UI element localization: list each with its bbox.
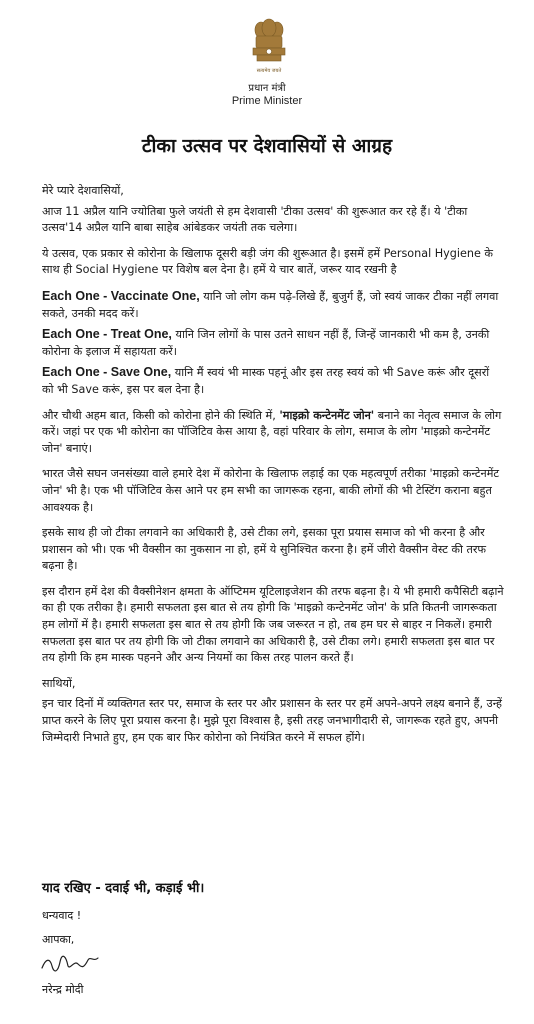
paragraph-3 <box>42 408 504 458</box>
office-title-english: Prime Minister <box>231 95 303 107</box>
yours-text: आपका, <box>42 933 75 946</box>
office-title-hindi: प्रधान मंत्री <box>248 83 286 94</box>
point-text: यानि जिन लोगों के पास उतने साधन नहीं हैं, जिन्हें जानकारी भी कम है, उनकी कोरोना के इलाज में सहायता करें। <box>42 328 490 358</box>
point-lead: Each One - Save One, <box>42 365 172 380</box>
paragraph-4: भारत जैसे सघन जनसंख्या वाले हमारे देश में कोरोना के खिलाफ लड़ाई का एक महत्वपूर्ण तरीका 'माइक्रो कन्टेनमेंट जोन' भी है। एक भी पॉजिटिव केस आने पर हम सभी का जागरूक रहना, बाकी लोगों की भी टेस्टिंग कराना बहुत आवश्यक है। <box>42 467 500 514</box>
salutation: मेरे प्यारे देशवासियों, <box>42 184 124 197</box>
friends-greeting: साथियों, <box>42 676 76 690</box>
national-emblem-icon <box>247 18 291 76</box>
paragraph-6: इस दौरान हमें देश की वैक्सीनेशन क्षमता के ऑप्टिमम यूटिलाइजेशन की तरफ बढ़ना है। ये भी हमारी कपैसिटी बढ़ाने का ही एक तरीका है। हमारी सफलता इस बात से तय होगी कि 'माइक्रो कन्टेनमेंट जोन' के प्रति कितनी जागरूकता हम लोगों में है। हमारी सफलता इस बात से तय होगी कि जब जरूरत न हो, तब हम घर से बाहर न निकलें। हमारी सफलता इस बात पर तय होगी कि जो टीका लगवाने का अधिकारी है, उसे टीका लगे। हमारी सफलता इस बात पर तय होगी कि हम मास्क पहनने और अन्य नियमों का किस तरह पालन करते हैं। <box>42 584 504 665</box>
handwritten-signature-icon <box>38 950 108 976</box>
thanks-text: धन्यवाद ! <box>42 909 82 922</box>
paragraph-7: इन चार दिनों में व्यक्तिगत स्तर पर, समाज के स्तर पर और प्रशासन के स्तर पर हमें अपने-अपने लक्ष्य बनाने हैं, उन्हें प्राप्त करने के लिए पूरा प्रयास करना है। मुझे पूरा विश्वास है, इसी तरह जनभागीदारी से, जागरूक रहते हुए, अपनी जिम्मेदारी निभाते हुए, हम एक बार फिर कोरोना को नियंत्रित करने में सफल होंगे। <box>42 697 502 744</box>
signatory-name: नरेन्द्र मोदी <box>42 983 84 996</box>
letter-body <box>42 183 504 755</box>
svg-text:सत्यमेव जयते: सत्यमेव जयते <box>256 68 282 74</box>
point-lead: Each One - Treat One, <box>42 327 172 342</box>
point-text: यानि मैं स्वयं भी मास्क पहनूं और इस तरह स्वयं को भी Save करूं और दूसरों को भी Save करूं, इस पर बल देना है। <box>42 366 490 396</box>
micro-containment-zone-emphasis: 'माइक्रो कन्टेनमेंट जोन' <box>279 408 375 422</box>
closing-slogan: याद रखिए - दवाई भी, कड़ाई भी। <box>42 881 205 896</box>
point-vaccinate-one <box>42 288 504 322</box>
paragraph-3-end: बनाने का नेतृत्व समाज के लोग करें। जहां पर एक भी कोरोना का पॉजिटिव केस आया है, वहां परिवार के लोग, समाज के लोग 'माइक्रो कन्टेनमेंट जोन' बनाएं। <box>42 408 502 455</box>
paragraph-3-start: और चौथी अहम बात, किसी को कोरोना होने की स्थिति में, <box>42 408 280 422</box>
paragraph-1: आज 11 अप्रैल यानि ज्योतिबा फुले जयंती से हम देशवासी 'टीका उत्सव' की शुरूआत कर रहे हैं। ये 'टीका उत्सव'14 अप्रैल यानि बाबा साहेब आंबेडकर जयंती तक चलेगा। <box>42 204 468 235</box>
point-save-one <box>42 364 504 398</box>
letter-title: टीका उत्सव पर देशवासियों से आग्रह <box>141 135 393 157</box>
paragraph-5: इसके साथ ही जो टीका लगवाने का अधिकारी है, उसे टीका लगे, इसका पूरा प्रयास समाज को भी करना है और प्रशासन को भी। एक भी वैक्सीन का नुकसान ना हो, हमें ये सुनिश्चित करना है। हमें जीरो वैक्सीन वेस्ट की तरफ बढ़ना है। <box>42 526 487 573</box>
point-treat-one <box>42 326 504 360</box>
point-lead: Each One - Vaccinate One, <box>42 288 200 303</box>
paragraph-2: ये उत्सव, एक प्रकार से कोरोना के खिलाफ दूसरी बड़ी जंग की शुरूआत है। इसमें हमें Personal Hygiene के साथ ही Social Hygiene पर विशेष बल देना है। हमें ये चार बातें, जरूर याद रखनी है <box>42 246 494 277</box>
point-text: यानि जो लोग कम पढ़े-लिखे हैं, बुजुर्ग हैं, जो स्वयं जाकर टीका नहीं लगवा सकते, उनकी मदद करें। <box>42 289 499 320</box>
